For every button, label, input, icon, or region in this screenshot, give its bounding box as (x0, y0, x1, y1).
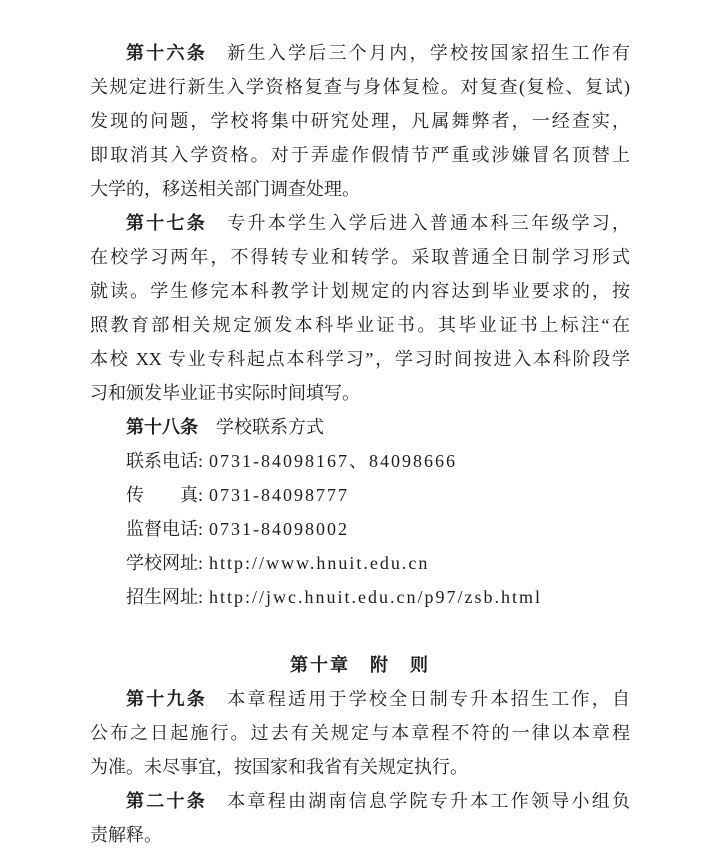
chapter-10-heading: 第十章 附 则 (290, 655, 430, 675)
article-16-paragraph (90, 36, 630, 206)
article-17-paragraph (90, 206, 630, 410)
article-18-line-1: 学校联系方式 (198, 417, 324, 437)
article-20-term: 第二十条 (126, 791, 207, 811)
text-line (90, 682, 630, 716)
article-17-line-6: 习和颁发毕业证书实际时间填写。 (90, 383, 360, 403)
article-20-paragraph (90, 784, 630, 852)
article-19-line-3: 为准。未尽事宜，按国家和我省有关规定执行。 (90, 757, 468, 777)
contact-line-phone (90, 444, 630, 478)
article-19-line-2: 公布之日起施行。过去有关规定与本章程不符的一律以本章程 (90, 723, 630, 743)
contact-value-phone: 0731-84098167、84098666 (209, 451, 458, 471)
contact-label: 传 真: (126, 485, 204, 505)
article-20-line-2: 责解释。 (90, 825, 162, 845)
contact-line-fax (90, 478, 630, 512)
article-17-line-5: 本校 XX 专业专科起点本科学习”，学习时间按进入本科阶段学 (90, 349, 630, 369)
article-19-line-1: 本章程适用于学校全日制专升本招生工作，自 (207, 689, 630, 709)
contact-label: 联系电话: (126, 451, 204, 471)
contact-value-school-url: http://www.hnuit.edu.cn (209, 553, 430, 573)
text-line (90, 410, 630, 444)
article-18-paragraph (90, 410, 630, 614)
article-17-line-3: 就读。学生修完本科教学计划规定的内容达到毕业要求的，按 (90, 281, 630, 301)
text-line (90, 784, 630, 818)
contact-line-supervision-phone (90, 512, 630, 546)
contact-line-school-website (90, 546, 630, 580)
article-16-line-1: 新生入学后三个月内，学校按国家招生工作有 (207, 43, 630, 63)
article-16-line-4: 即取消其入学资格。对于弄虚作假情节严重或涉嫌冒名顶替上 (90, 145, 630, 165)
article-17-term: 第十七条 (126, 213, 207, 233)
text-line (90, 36, 630, 70)
article-17-line-1: 专升本学生入学后进入普通本科三年级学习， (207, 213, 630, 233)
article-19-paragraph (90, 682, 630, 784)
article-19-term: 第十九条 (126, 689, 207, 709)
article-20-line-1: 本章程由湖南信息学院专升本工作领导小组负 (207, 791, 630, 811)
article-16-term: 第十六条 (126, 43, 207, 63)
article-18-term: 第十八条 (126, 417, 198, 437)
contact-label: 监督电话: (126, 519, 204, 539)
contact-value-supervision-phone: 0731-84098002 (209, 519, 350, 539)
article-16-line-5: 大学的，移送相关部门调查处理。 (90, 179, 360, 199)
article-16-line-3: 发现的问题，学校将集中研究处理，凡属舞弊者，一经查实， (90, 111, 630, 131)
contact-line-admissions-website (90, 580, 630, 614)
contact-value-fax: 0731-84098777 (209, 485, 350, 505)
article-17-line-2: 在校学习两年，不得转专业和转学。采取普通全日制学习形式 (90, 247, 630, 267)
contact-value-admissions-url: http://jwc.hnuit.edu.cn/p97/zsb.html (209, 587, 542, 607)
article-17-line-4: 照教育部相关规定颁发本科毕业证书。其毕业证书上标注“在 (90, 315, 630, 335)
article-16-line-2: 关规定进行新生入学资格复查与身体复检。对复查(复检、复试) (90, 77, 630, 97)
contact-label: 学校网址: (126, 553, 204, 573)
text-line (90, 206, 630, 240)
contact-label: 招生网址: (126, 587, 204, 607)
